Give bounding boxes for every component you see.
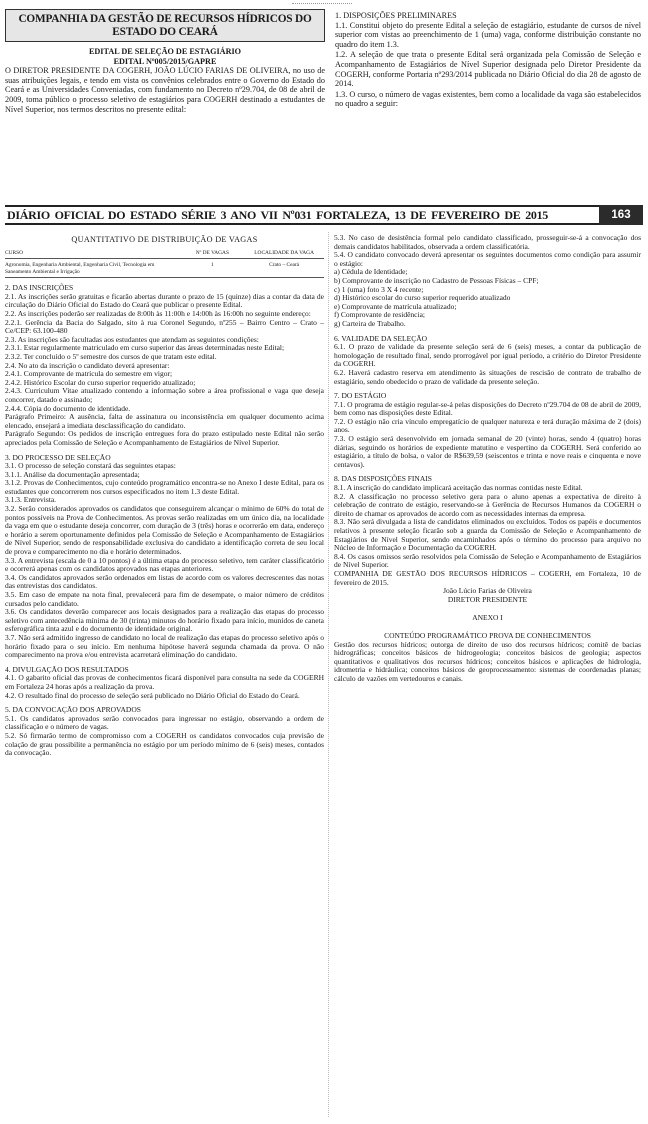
- left-paragraph: 2.4.3. Curriculum Vitae atualizado contendo a informação sobre a área profissional e vaga que deseja concorrer, datado e assinado;: [5, 386, 324, 404]
- left-paragraph: 3. DO PROCESSO DE SELEÇÃO: [5, 452, 111, 462]
- edital-title-line-2: EDITAL Nº005/2015/GAPRE: [113, 56, 217, 66]
- left-paragraph: 2.4.1. Comprovante de matrícula do semestre em vigor;: [5, 369, 173, 379]
- right-paragraph: 7.2. O estágio não cria vínculo empregatício de qualquer natureza e terá duração máxima de 2 (dois) anos.: [334, 416, 641, 435]
- left-paragraph: 2.3.1. Estar regularmente matriculado em curso superior das áreas determinadas neste Edital;: [5, 343, 285, 353]
- left-paragraph: 3.7. Não será admitido ingresso de candidato no local de realização das etapas do processo seletivo após o horário fixado para o seu início. Em nenhuma hipótese haverá segunda chamada da prova. O não comparecimento na prova e/ou entrevista acarretará eliminação do candidato.: [5, 632, 324, 660]
- edital-title: [5, 47, 325, 66]
- left-paragraph: 3.1.2. Provas de Conhecimentos, cujo conteúdo programático encontra-se no Anexo I deste Edital, para os estudantes que concorrerem nos cursos especificados no item 1.3 deste Edital.: [5, 478, 324, 496]
- annex-body: Gestão dos recursos hídricos; outorga de direito de uso dos recursos hídricos; comitê de bacias hidrográficas; conceitos básicos de hidrogeologia; conceitos básicos de geologia; aspectos quantitativos e qualitativos dos recursos hídricos; conceitos básicos e aplicações de hidrologia, idrometria e hidráulica; conceitos básicos de geoprocessamento: sistemas de coordenadas planas; cálculo de vazões em vertedouros e canais.: [334, 639, 641, 683]
- left-paragraph: 3.5. Em caso de empate na nota final, prevalecerá para fim de desempate, o maior número de créditos cursados pelo candidato.: [5, 590, 324, 608]
- gazette-header-bar: [5, 205, 643, 225]
- cell-localidade: Crato – Ceará: [244, 259, 324, 278]
- right-paragraph: COMPANHIA DE GESTÃO DOS RECURSOS HÍDRICOS – COGERH, em Fortaleza, 10 de fevereiro de 2015.: [334, 568, 641, 587]
- left-paragraph: 4.1. O gabarito oficial das provas de conhecimentos ficará disponível para consulta na sede da COGERH em Fortaleza 24 horas após a realização da prova.: [5, 673, 324, 691]
- right-paragraph: 8.4. Os casos omissos serão resolvidos pela Comissão de Seleção e Acompanhamento de Estagiários de Nível Superior.: [334, 551, 641, 570]
- left-paragraph: 3.3. A entrevista (escala de 0 a 10 pontos) é a última etapa do processo seletivo, tem caráter classificatório e ocorrerá apenas com os candidatos aprovados nas etapas anteriores.: [5, 555, 324, 574]
- left-paragraph: 3.1.3. Entrevista.: [5, 495, 57, 505]
- vagas-table-title: QUANTITATIVO DE DISTRIBUIÇÃO DE VAGAS: [71, 235, 258, 244]
- annex-title: ANEXO I: [472, 613, 503, 623]
- left-paragraph: 2.1. As inscrições serão gratuitas e ficarão abertas durante o prazo de 15 (quinze) dias a contar da data de circulação do Diário Oficial do Estado do Ceará que publicar o presente Edital.: [5, 291, 324, 310]
- right-column: [334, 234, 641, 684]
- right-paragraph: 7.3. O estágio será desenvolvido em jornada semanal de 20 (vinte) horas, sendo 4 (quatro) horas diárias, seguindo os horários de expediente matutino e vespertino da COGERH. Será conferido ao estagiário, a título de bolsa, o valor de R$639,59 (seiscentos e trinta e nove reais e cinquenta e nove centavos).: [334, 434, 641, 469]
- page-number: 163: [599, 205, 643, 225]
- col-header-localidade: LOCALIDADE DA VAGA: [244, 249, 324, 259]
- right-paragraph: 6.1. O prazo de validade da presente seleção será de 6 (seis) meses, a contar da publicação de homologação de resultado final, sendo prorrogável por igual período, a critério do Diretor Presidente da COGERH.: [334, 342, 641, 369]
- left-paragraph: 5.2. Só firmarão termo de compromisso com a COGERH os candidatos convocados cuja previsão de colação de grau possibilite a permanência no estágio por um período mínimo de 6 (seis) meses, contados da convocação.: [5, 730, 324, 758]
- right-paragraph: b) Comprovante de inscrição no Cadastro de Pessoas Físicas – CPF;: [334, 275, 539, 285]
- right-paragraph: 8.1. A inscrição do candidato implicará aceitação das normas contidas neste Edital.: [334, 483, 583, 493]
- right-paragraph: 6. VALIDADE DA SELEÇÃO: [334, 333, 428, 343]
- company-name-box: COMPANHIA DA GESTÃO DE RECURSOS HÍDRICOS DO ESTADO DO CEARÁ: [5, 9, 325, 42]
- page-top-divider: [292, 0, 352, 4]
- left-paragraph: 2.3. As inscrições são facultadas aos estudantes que atendam as seguintes condições:: [5, 334, 259, 344]
- section-1-title: 1. DISPOSIÇÕES PRELIMINARES: [335, 11, 457, 20]
- left-paragraph: 5.1. Os candidatos aprovados serão convocados para ingressar no estágio, observando a ordem de classificação e o número de vagas.: [5, 713, 324, 732]
- signature-block: [334, 587, 641, 604]
- left-paragraph: 2.3.2. Ter concluído o 5º semestre dos cursos de que tratam este edital.: [5, 351, 217, 361]
- column-divider: [328, 232, 329, 1117]
- section-1-1: 1.1. Constitui objeto do presente Edital a seleção de estagiário, estudante de cursos de nível superior com vistas ao preenchimento de 1 (uma) vaga, conforme distribuição constante no quadro do item 1.3.: [335, 20, 641, 49]
- left-paragraph: 3.1. O processo de seleção constará das seguintes etapas:: [5, 461, 176, 471]
- left-paragraph: 4.2. O resultado final do processo de seleção será publicado no Diário Oficial do Estado do Ceará.: [5, 690, 300, 700]
- edital-title-line-1: EDITAL DE SELEÇÃO DE ESTAGIÁRIO: [88, 47, 242, 56]
- left-paragraph: 3.2. Serão considerados aprovados os candidatos que conseguirem alcançar o mínimo de 60% do total de pontos possíveis na Prova de Conhecimentos. As provas serão realizadas em um único dia, na localidade da vaga em que o estudante deseja concorrer, com duração de 3 (três) horas e ocorrerão em data, endereço e horário a serem oportunamente definidos pela Comissão de Seleção e Acompanhamento de Estagiários de Nível Superior, sendo de responsabilidade exclusiva do candidato a identificação correta de seu local de prova e comparecimento no dia e horário determinados.: [5, 504, 324, 557]
- edital-header-block: [5, 9, 325, 114]
- left-paragraph: 3.6. Os candidatos deverão comparecer aos locais designados para a realização das etapas do processo seletivo com antecedência mínima de 30 (trinta) minutos do horário fixado para início, munidos de caneta esferográfica tinta azul e do documento de identidade original.: [5, 607, 324, 634]
- left-paragraph: 3.4. Os candidatos aprovados serão ordenados em listas de acordo com os valores decrescentes das notas das entrevistas dos candidatos.: [5, 572, 324, 591]
- right-paragraph: 6.2. Haverá cadastro reserva em atendimento às situações de rescisão de contrato de trabalho de estagiário, sendo obedecido o prazo de validade da presente seleção.: [334, 367, 641, 386]
- annex-subtitle: CONTEÚDO PROGRAMÁTICO PROVA DE CONHECIMENTOS: [384, 630, 591, 640]
- left-paragraph: 3.1.1. Análise da documentação apresentada;: [5, 469, 140, 479]
- vagas-table-header-row: [5, 249, 324, 259]
- left-paragraph: 2.2.1. Gerência da Bacia do Salgado, sito à rua Coronel Segundo, nº255 – Bairro Centro – Crato – Ce/CEP: 63.100-480: [5, 317, 324, 336]
- right-paragraph: 7.1. O programa de estágio regular-se-á pelas disposições do Decreto nº29.704 de 08 de abril de 2009, bem como nas disposições deste Edital.: [334, 399, 641, 418]
- left-paragraph: Parágrafo Primeiro: A ausência, falta de assinatura ou inconsistência em qualquer documento acima elencado, ensejará a imediata desclassificação do candidato.: [5, 412, 324, 430]
- section-1-2: 1.2. A seleção de que trata o presente Edital será organizada pela Comissão de Seleção e Acompanhamento de Estagiários de Nível Superior designada pelo Diretor Presidente da COGERH, conforme Portaria nº293/2014 publicada no Diário Oficial do dia 28 de agosto de 2014.: [335, 50, 641, 89]
- right-paragraph: 7. DO ESTÁGIO: [334, 391, 387, 401]
- gazette-header-text: DIÁRIO OFICIAL DO ESTADO SÉRIE 3 ANO VII Nº031 FORTALEZA, 13 DE FEVEREIRO DE 2015: [7, 207, 548, 222]
- signature-name: João Lúcio Farias de Oliveira: [443, 586, 532, 596]
- right-paragraph: 8.3. Não será divulgada a lista de candidatos eliminados ou excluídos. Todos os papéis e documentos relativos à presente seleção ficarão sob a guarda da Comissão de Seleção e Acompanhamento de Estagiários de Nível Superior, sendo encaminhados após o término do processo para arquivo no Núcleo de Informação e Documentação da COGERH.: [334, 517, 641, 553]
- left-paragraph: 4. DIVULGAÇÃO DOS RESULTADOS: [5, 664, 129, 674]
- right-paragraph: 8. DAS DISPOSIÇÕES FINAIS: [334, 474, 432, 484]
- right-paragraph: g) Carteira de Trabalho.: [334, 318, 406, 328]
- right-paragraph: d) Histórico escolar do curso superior requerido atualizado: [334, 293, 511, 303]
- cell-vagas: 1: [180, 259, 244, 278]
- left-column: [5, 235, 324, 758]
- col-header-curso: CURSO: [5, 249, 180, 259]
- left-paragraph: 2.4.4. Cópia do documento de identidade.: [5, 403, 131, 413]
- signature-role: DIRETOR PRESIDENTE: [447, 594, 528, 604]
- right-paragraph: 5.3. No caso de desistência formal pelo candidato classificado, prosseguir-se-á a convocação dos demais candidatos habilitados, observada a ordem classificatória.: [334, 233, 641, 251]
- col-header-vagas: Nº DE VAGAS: [180, 249, 244, 259]
- section-1-3: 1.3. O curso, o número de vagas existentes, bem como a localidade da vaga são estabelecidos no quadro a seguir:: [335, 89, 641, 109]
- right-paragraph: a) Cédula de Identidade;: [334, 267, 408, 277]
- table-row: [5, 259, 324, 278]
- left-paragraph: 2.4.2. Histórico Escolar do curso superior requerido atualizado;: [5, 377, 196, 387]
- left-paragraph: 2. DAS INSCRIÇÕES: [5, 283, 74, 293]
- left-paragraph: Parágrafo Segundo: Os pedidos de inscrição entregues fora do prazo estipulado neste Edital não serão apreciados pela Comissão de Seleção e Acompanhamento de Estagiários de Nível Superior.: [5, 429, 324, 447]
- left-paragraph: 2.4. No ato da inscrição o candidato deverá apresentar:: [5, 360, 170, 370]
- right-paragraph: 5.4. O candidato convocado deverá apresentar os seguintes documentos como condição para assumir o estágio:: [334, 250, 641, 268]
- right-paragraph: c) 1 (uma) foto 3 X 4 recente;: [334, 284, 424, 294]
- right-paragraph: f) Comprovante de residência;: [334, 310, 426, 320]
- cell-curso: Agronomia, Engenharia Ambiental, Engenharia Civil, Tecnologia em Saneamento Ambiental e Irrigação: [5, 259, 180, 278]
- vagas-table: [5, 249, 324, 278]
- preliminary-provisions: [335, 11, 641, 109]
- edital-intro: O DIRETOR PRESIDENTE DA COGERH, JOÃO LÚCIO FARIAS DE OLIVEIRA, no uso de suas atribuições legais, e tendo em vista os convênios celebrados entre o Governo do Estado do Ceará e as Universidades Conveniadas, com fundamento no Decreto nº29.704, de 08 de abril de 2009, toma público o processo seletivo de estagiários para COGERH destinado a estudantes de Nível Superior, nos termos descritos no presente edital:: [5, 66, 325, 114]
- right-paragraph: e) Comprovante de matrícula atualizado;: [334, 301, 457, 311]
- left-paragraph: 5. DA CONVOCAÇÃO DOS APROVADOS: [5, 705, 141, 715]
- right-paragraph: 8.2. A classificação no processo seletivo gera para o aluno apenas a expectativa de direito à celebração de contrato de estágio, reservando-se à Gerência de Recursos Humanos da COGERH o direito de chamar os aprovados de acordo com as necessidades internas da empresa.: [334, 491, 641, 518]
- right-column-body: [334, 234, 641, 587]
- left-column-body: [5, 284, 324, 757]
- left-paragraph: 2.2. As inscrições poderão ser realizadas de 8:00h às 11:00h e 14:00h às 16:00h no seguinte endereço:: [5, 309, 311, 318]
